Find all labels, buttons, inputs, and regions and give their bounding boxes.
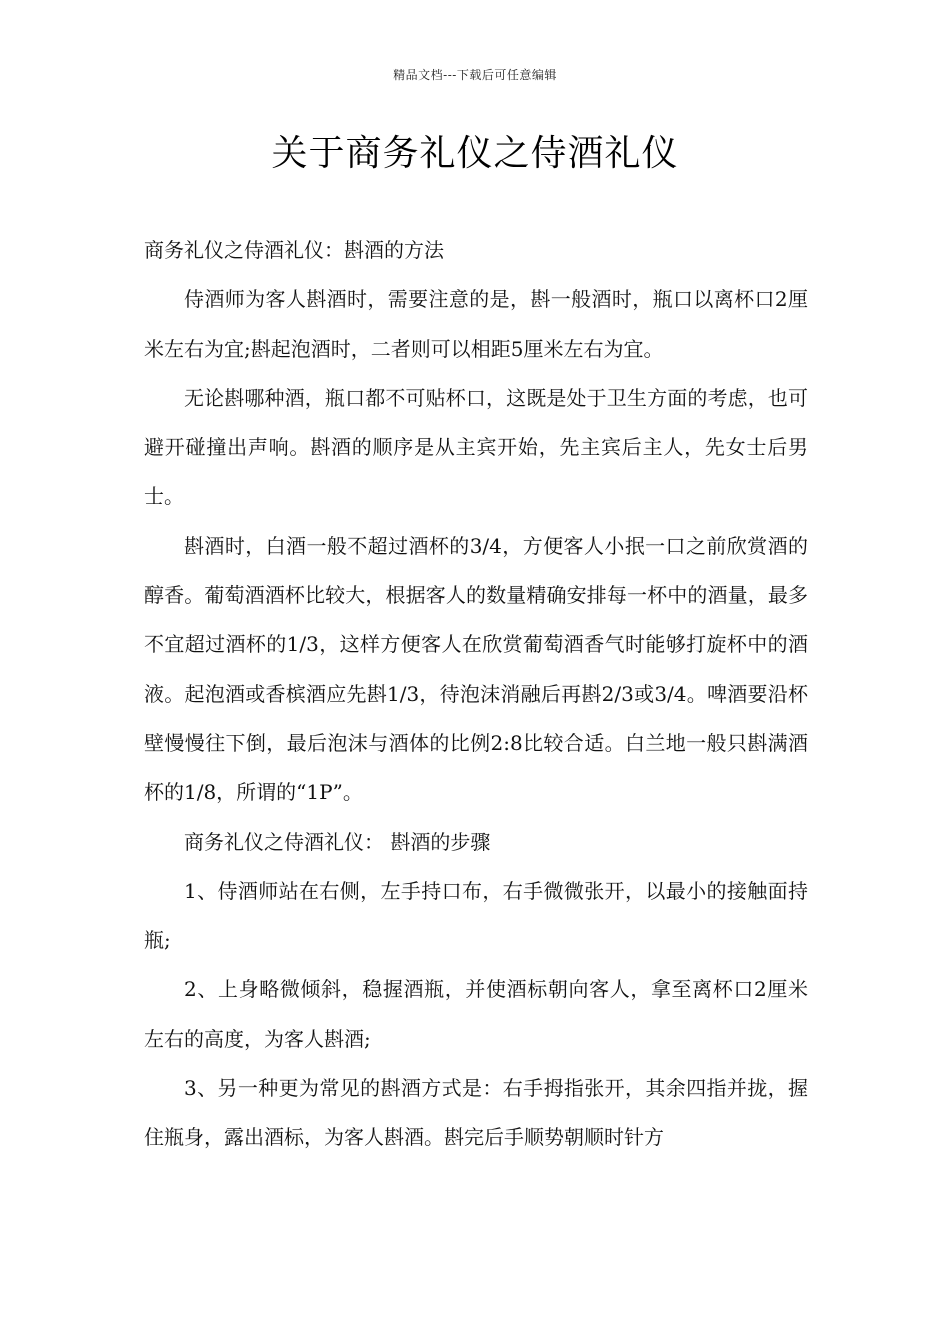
step-1: 1、侍酒师站在右侧，左手持口布，右手微微张开，以最小的接触面持瓶; bbox=[144, 878, 808, 953]
paragraph-bottle-distance: 侍酒师为客人斟酒时，需要注意的是，斟一般酒时，瓶口以离杯口2厘米左右为宜;斟起泡酒时，二者则可以相距5厘米左右为宜。 bbox=[144, 287, 808, 361]
step-2: 2、上身略微倾斜，稳握酒瓶，并使酒标朝向客人，拿至离杯口2厘米左右的高度，为客人斟酒; bbox=[144, 977, 808, 1051]
document-title: 关于商务礼仪之侍酒礼仪 bbox=[271, 133, 679, 174]
section-heading-pouring-method: 商务礼仪之侍酒礼仪：斟酒的方法 bbox=[144, 238, 444, 262]
section-heading-pouring-steps: 商务礼仪之侍酒礼仪： 斟酒的步骤 bbox=[184, 829, 491, 854]
document-body bbox=[144, 226, 808, 1163]
paragraph-pour-amounts: 斟酒时，白酒一般不超过酒杯的3/4，方便客人小抿一口之前欣赏酒的醇香。葡萄酒酒杯比较大，根据客人的数量精确安排每一杯中的酒量，最多不宜超过酒杯的1/3，这样方便客人在欣赏葡萄酒香气时能够打旋杯中的酒液。起泡酒或香槟酒应先斟1/3，待泡沫消融后再斟2/3或3/4。啤酒要沿杯壁慢慢往下倒，最后泡沫与酒体的比例2:8比较合适。白兰地一般只斟满酒杯的1/8，所谓的“1P”。 bbox=[144, 533, 808, 805]
step-3: 3、另一种更为常见的斟酒方式是：右手拇指张开，其余四指并拢，握住瓶身，露出酒标，为客人斟酒。斟完后手顺势朝顺时针方 bbox=[144, 1076, 808, 1150]
header-note: 精品文档---下载后可任意编辑 bbox=[393, 68, 557, 82]
paragraph-pouring-order: 无论斟哪种酒，瓶口都不可贴杯口，这既是处于卫生方面的考虑，也可避开碰撞出声响。斟酒的顺序是从主宾开始，先主宾后主人，先女士后男士。 bbox=[144, 385, 808, 509]
